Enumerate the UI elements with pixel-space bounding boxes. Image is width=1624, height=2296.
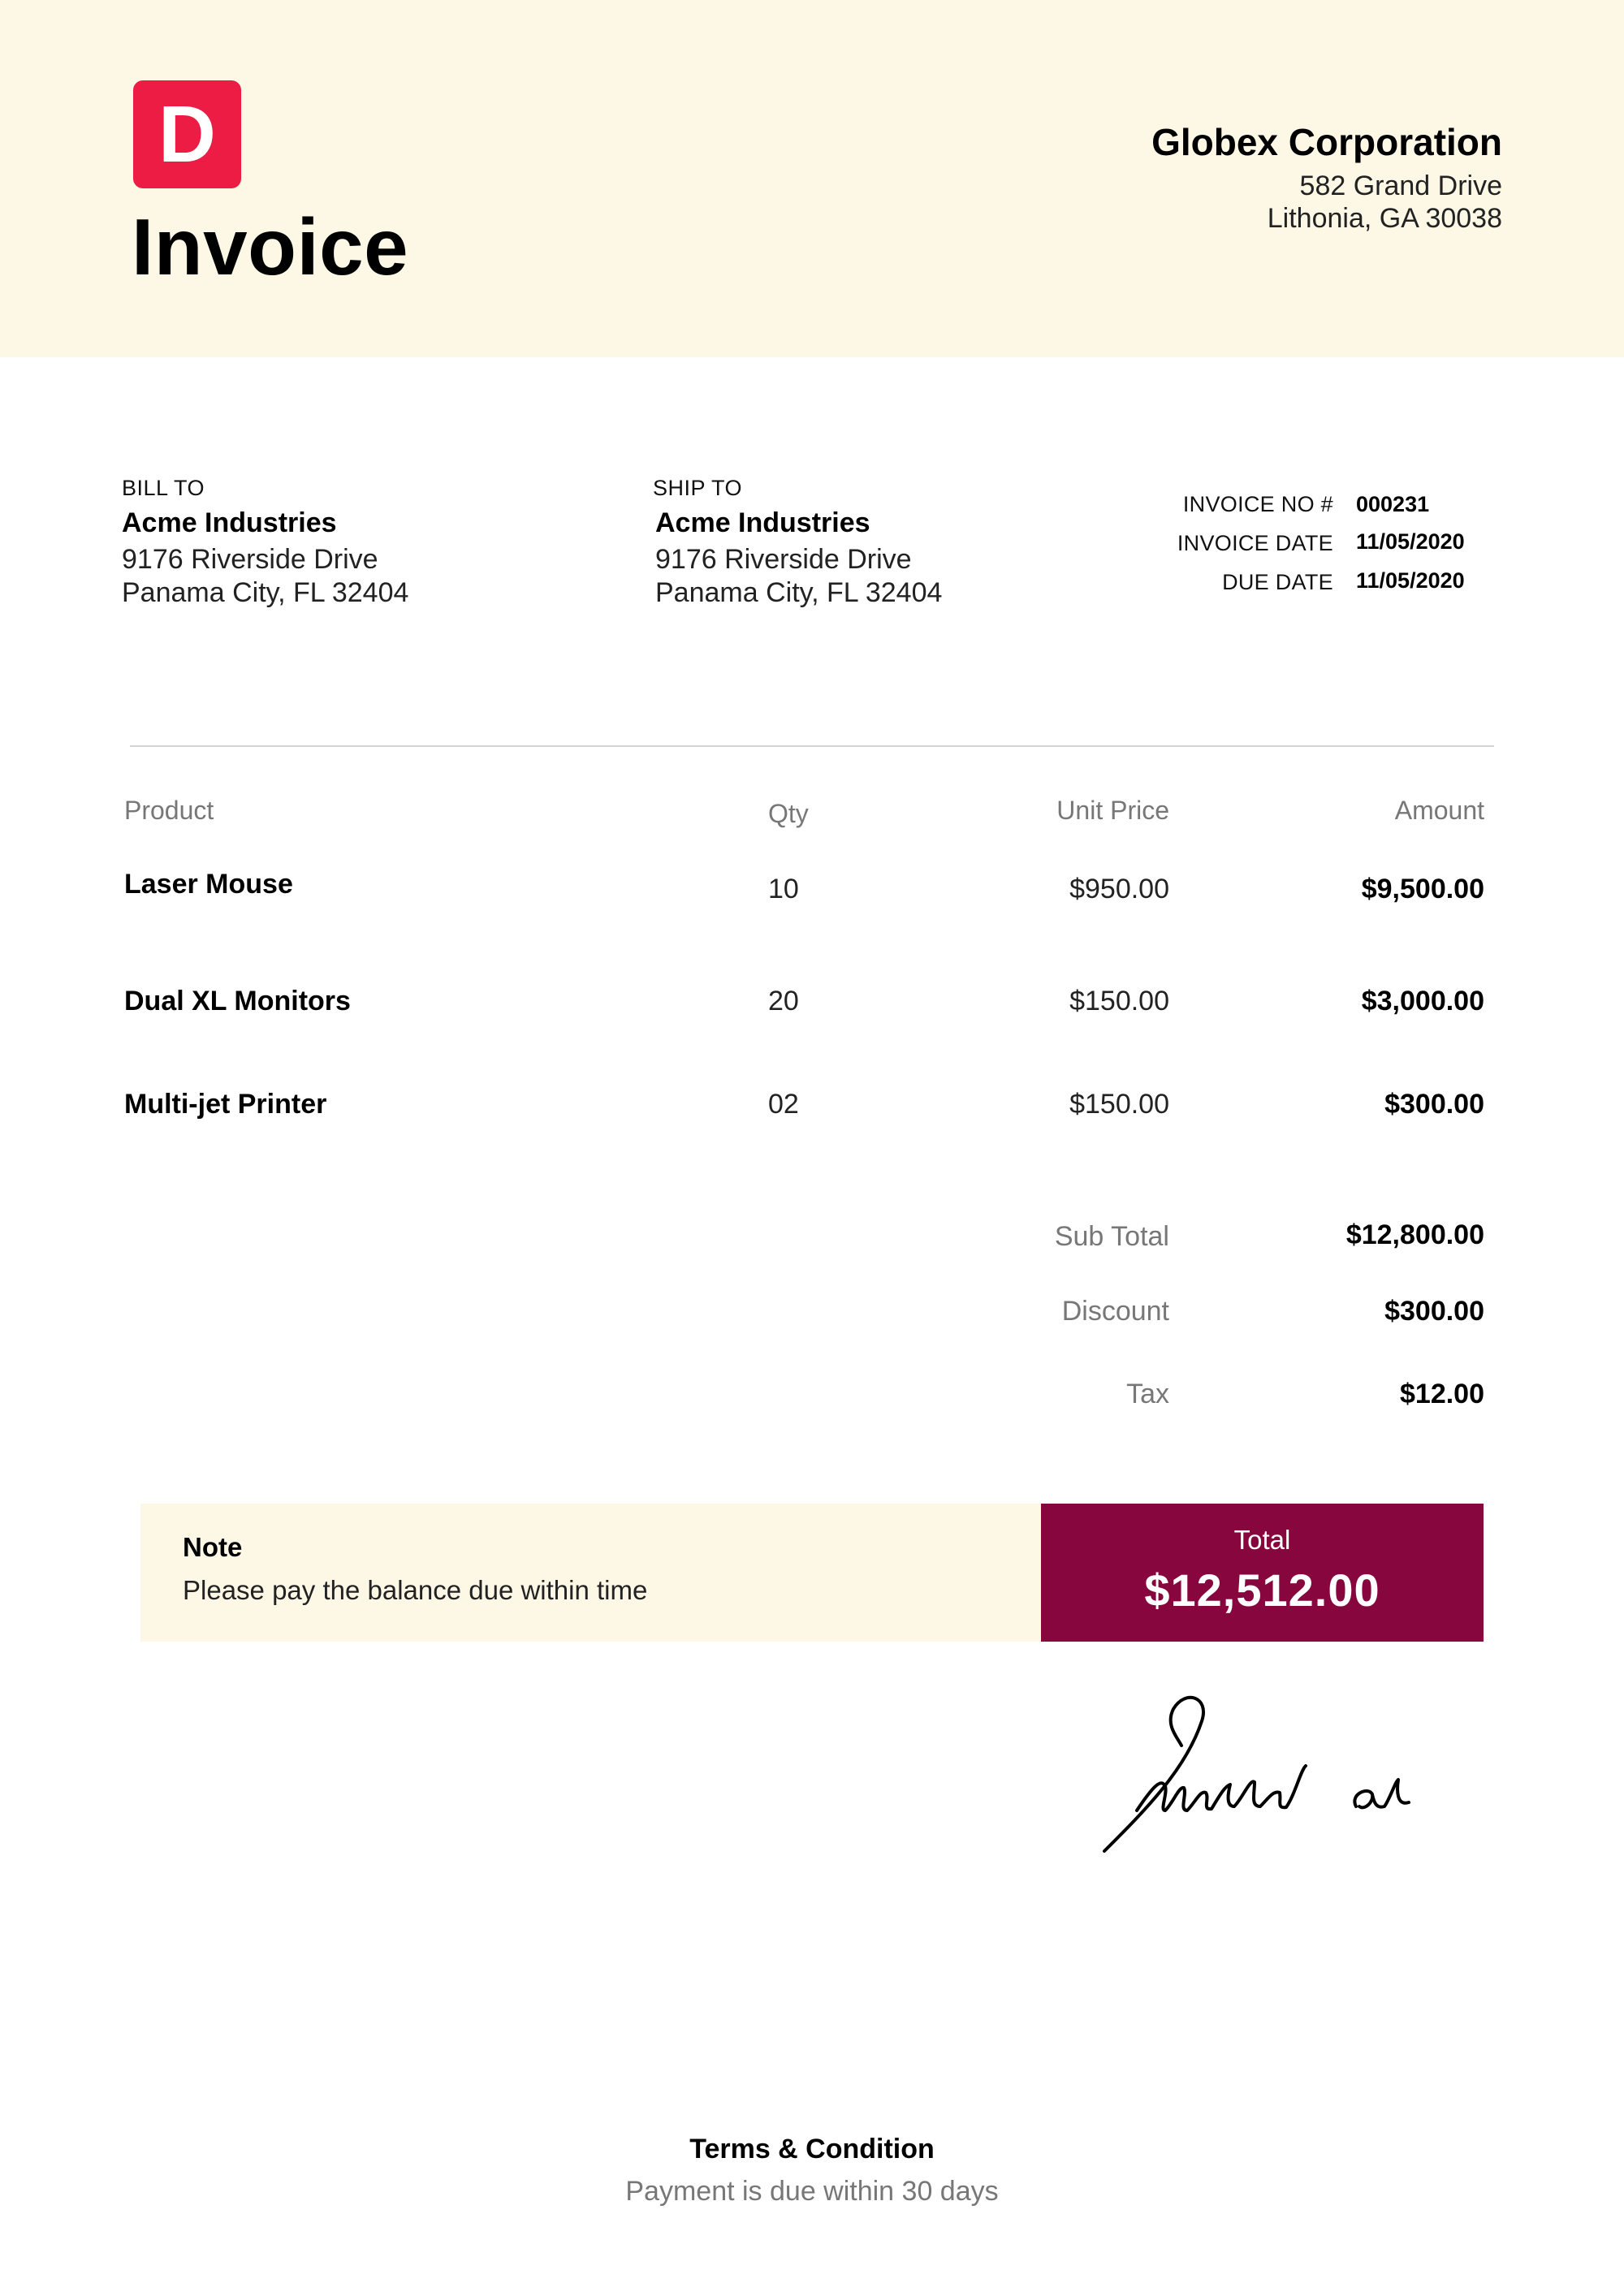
ship-to-label: SHIP TO bbox=[653, 476, 743, 500]
row-unit-price: $150.00 bbox=[1069, 986, 1169, 1016]
row-amount: $300.00 bbox=[1384, 1089, 1484, 1120]
ship-to-line2: Panama City, FL 32404 bbox=[655, 577, 943, 608]
column-header-amount: Amount bbox=[1394, 796, 1484, 825]
discount-value: $300.00 bbox=[1384, 1296, 1484, 1327]
invoice-no-value: 000231 bbox=[1356, 492, 1430, 516]
invoice-date-value: 11/05/2020 bbox=[1356, 529, 1465, 554]
row-qty: 10 bbox=[768, 874, 799, 904]
subtotal-label: Sub Total bbox=[1054, 1221, 1169, 1252]
row-qty: 02 bbox=[768, 1089, 799, 1120]
discount-label: Discount bbox=[1061, 1296, 1169, 1327]
row-unit-price: $950.00 bbox=[1069, 874, 1169, 904]
page-title: Invoice bbox=[132, 202, 409, 291]
company-address-line2: Lithonia, GA 30038 bbox=[1267, 203, 1502, 234]
terms-title: Terms & Condition bbox=[689, 2134, 935, 2164]
invoice-date-label: INVOICE DATE bbox=[1177, 531, 1333, 555]
tax-label: Tax bbox=[1126, 1379, 1169, 1409]
row-product: Laser Mouse bbox=[124, 869, 293, 900]
row-qty: 20 bbox=[768, 986, 799, 1016]
note-title: Note bbox=[183, 1532, 243, 1562]
column-header-product: Product bbox=[124, 796, 214, 825]
bill-to-line1: 9176 Riverside Drive bbox=[122, 544, 378, 575]
due-date-value: 11/05/2020 bbox=[1356, 568, 1465, 593]
total-label: Total bbox=[1233, 1525, 1291, 1555]
note-text: Please pay the balance due within time bbox=[183, 1575, 648, 1605]
terms-text: Payment is due within 30 days bbox=[625, 2176, 999, 2207]
column-header-unit-price: Unit Price bbox=[1056, 796, 1169, 825]
ship-to-line1: 9176 Riverside Drive bbox=[655, 544, 912, 575]
logo: D bbox=[133, 80, 241, 188]
invoice-no-label: INVOICE NO # bbox=[1182, 492, 1333, 516]
divider bbox=[130, 745, 1494, 747]
company-name: Globex Corporation bbox=[1151, 121, 1502, 163]
ship-to-name: Acme Industries bbox=[655, 507, 870, 538]
row-product: Multi-jet Printer bbox=[124, 1089, 327, 1120]
bill-to-name: Acme Industries bbox=[122, 507, 337, 538]
column-header-qty: Qty bbox=[768, 799, 809, 828]
due-date-label: DUE DATE bbox=[1222, 570, 1333, 594]
bill-to-label: BILL TO bbox=[122, 476, 205, 500]
company-address-line1: 582 Grand Drive bbox=[1299, 170, 1502, 201]
signature bbox=[1088, 1689, 1453, 1867]
row-amount: $3,000.00 bbox=[1361, 986, 1484, 1016]
subtotal-value: $12,800.00 bbox=[1345, 1219, 1484, 1250]
row-product: Dual XL Monitors bbox=[124, 986, 351, 1016]
row-unit-price: $150.00 bbox=[1069, 1089, 1169, 1120]
tax-value: $12.00 bbox=[1400, 1379, 1484, 1409]
note-box bbox=[140, 1504, 1042, 1642]
row-amount: $9,500.00 bbox=[1361, 874, 1484, 904]
total-value: $12,512.00 bbox=[1144, 1564, 1380, 1616]
bill-to-line2: Panama City, FL 32404 bbox=[122, 577, 409, 608]
